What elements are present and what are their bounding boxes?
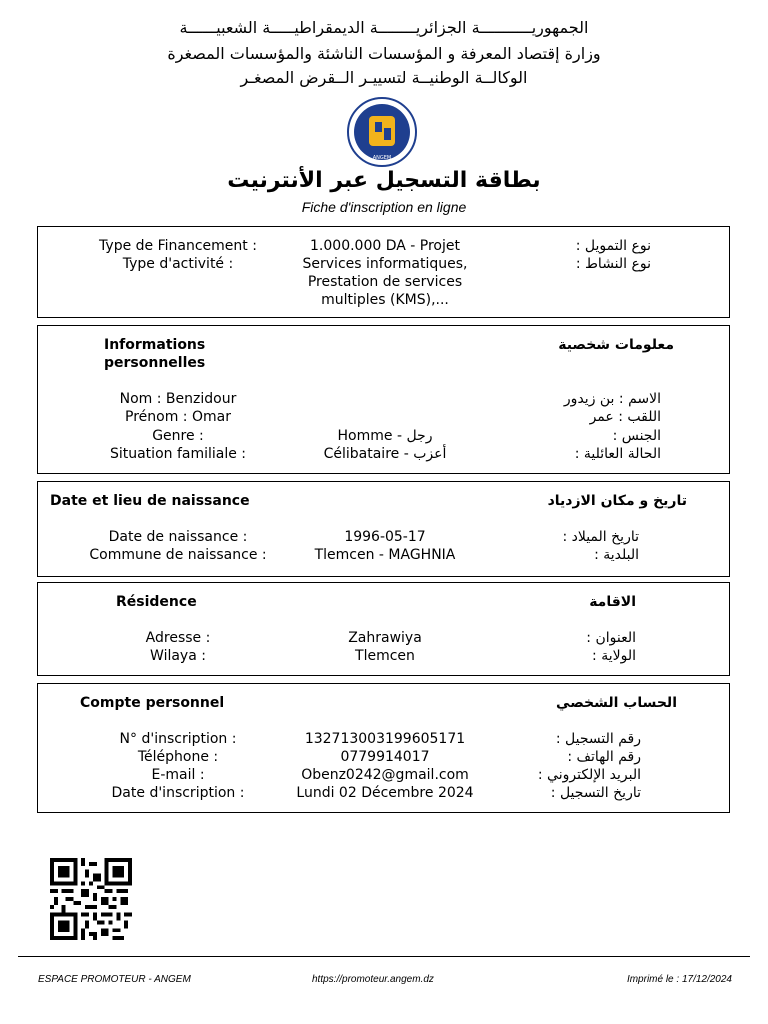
residence-section xyxy=(37,582,730,676)
phone-value: 0779914017 xyxy=(340,749,430,765)
svg-text:ANGEM: ANGEM xyxy=(372,155,392,161)
address-label: Adresse : xyxy=(145,630,211,646)
header-ministry: وزارة إقتصاد المعرفة و المؤسسات الناشئة والمؤسسات المصغرة xyxy=(167,44,601,63)
registration-number-label-ar: رقم التسجيل : xyxy=(555,731,641,747)
marital-status-label-ar: الحالة العائلية : xyxy=(574,446,661,462)
section-heading: Compte personnel xyxy=(80,695,225,711)
registration-date-label: Date d'inscription : xyxy=(111,785,245,801)
birth-commune-label-ar: البلدية : xyxy=(594,547,639,563)
last-name-label: Nom : Benzidour xyxy=(119,391,237,407)
gender-value: Homme - رجل xyxy=(337,428,433,444)
page-title-fr: Fiche d'inscription en ligne xyxy=(301,199,467,215)
footer-print-date: Imprimé le : 17/12/2024 xyxy=(626,974,732,985)
first-name-label-ar: اللقب : عمر xyxy=(589,409,661,425)
footer-url: https://promoteur.angem.dz xyxy=(312,974,434,985)
last-name-label-ar: الاسم : بن زيدور xyxy=(563,391,661,407)
activity-type-label-ar: نوع النشاط : xyxy=(575,256,651,272)
gender-label-ar: الجنس : xyxy=(612,428,661,444)
financing-type-label-ar: نوع التمويل : xyxy=(575,238,651,254)
email-label-ar: البريد الإلكتروني : xyxy=(537,767,641,783)
section-heading: personnelles xyxy=(104,355,206,371)
email-value: Obenz0242@gmail.com xyxy=(301,767,469,783)
birth-date-label: Date de naissance : xyxy=(108,529,248,545)
gender-label: Genre : xyxy=(152,428,204,444)
footer-divider xyxy=(18,956,750,957)
header-agency: الوكالــة الوطنيــة لتسييـر الــقرض المصغـر xyxy=(240,68,528,87)
birth-commune-value: Tlemcen - MAGHNIA xyxy=(314,547,456,563)
section-heading-ar: معلومات شخصية xyxy=(558,337,674,353)
section-heading-ar: الاقامة xyxy=(589,594,636,610)
qr-code xyxy=(50,858,132,940)
section-heading: Date et lieu de naissance xyxy=(50,493,250,509)
registration-date-label-ar: تاريخ التسجيل : xyxy=(550,785,641,801)
financing-section xyxy=(37,226,730,318)
email-label: E-mail : xyxy=(151,767,205,783)
birth-date-label-ar: تاريخ الميلاد : xyxy=(562,529,639,545)
wilaya-value: Tlemcen xyxy=(355,648,415,664)
registration-number-label: N° d'inscription : xyxy=(119,731,237,747)
phone-label: Téléphone : xyxy=(137,749,219,765)
section-heading-ar: الحساب الشخصي xyxy=(556,695,677,711)
birth-section xyxy=(37,481,730,577)
section-heading: Informations xyxy=(104,337,206,353)
activity-value-line: Prestation de services xyxy=(307,274,463,290)
activity-value-line: Services informatiques, xyxy=(302,256,468,272)
activity-value-line: multiples (KMS),... xyxy=(321,292,449,308)
angem-logo xyxy=(346,96,418,168)
section-heading-ar: تاريخ و مكان الازدياد xyxy=(547,493,687,509)
registration-number-value: 132713003199605171 xyxy=(304,731,466,747)
page-title-ar: بطاقة التسجيل عبر الأنترنيت xyxy=(227,168,541,193)
footer-left: ESPACE PROMOTEUR - ANGEM xyxy=(38,974,191,985)
wilaya-label: Wilaya : xyxy=(150,648,206,664)
wilaya-label-ar: الولاية : xyxy=(592,648,636,664)
marital-status-value: Célibataire - أعزب xyxy=(323,446,447,462)
activity-type-label: Type d'activité : xyxy=(122,256,234,272)
birth-date-value: 1996-05-17 xyxy=(344,529,426,545)
financing-type-value: 1.000.000 DA - Projet xyxy=(310,238,460,254)
section-heading: Résidence xyxy=(116,594,197,610)
address-value: Zahrawiya xyxy=(348,630,422,646)
registration-date-value: Lundi 02 Décembre 2024 xyxy=(296,785,474,801)
header-republic: الجمهوريـــــــــــة الجزائريــــــــة الديمقراطيـــــة الشعبيــــــة xyxy=(179,18,589,37)
birth-commune-label: Commune de naissance : xyxy=(89,547,267,563)
first-name-label: Prénom : Omar xyxy=(125,409,231,425)
phone-label-ar: رقم الهاتف : xyxy=(567,749,641,765)
financing-type-label: Type de Financement : xyxy=(99,238,257,254)
personal-info-section xyxy=(37,325,730,474)
marital-status-label: Situation familiale : xyxy=(109,446,247,462)
account-section xyxy=(37,683,730,813)
address-label-ar: العنوان : xyxy=(586,630,636,646)
